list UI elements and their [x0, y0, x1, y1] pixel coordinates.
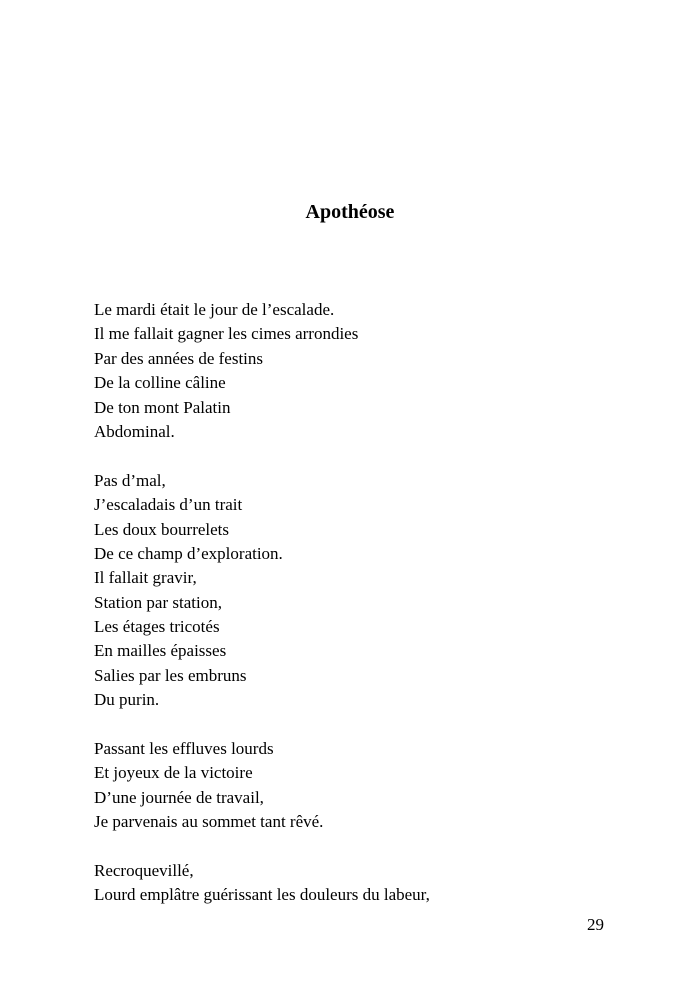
poem-line: Les étages tricotés: [94, 617, 220, 637]
poem-line: Je parvenais au sommet tant rêvé.: [94, 812, 324, 832]
poem-line: Par des années de festins: [94, 348, 264, 368]
poem-line: Il me fallait gagner les cimes arrondies: [94, 324, 359, 344]
poem-title: Apothéose: [305, 201, 395, 223]
poem-line: En mailles épaisses: [94, 641, 227, 661]
poem-line: Il fallait gravir,: [94, 568, 197, 588]
poem-line: Lourd emplâtre guérissant les douleurs du labeur,: [94, 885, 430, 905]
poem-line: Et joyeux de la victoire: [94, 763, 253, 783]
poem-line: Passant les effluves lourds: [94, 739, 274, 759]
poem-line: Recroquevillé,: [94, 860, 194, 880]
page-number: 29: [587, 915, 604, 934]
stanza: [94, 737, 430, 835]
poem-line: Salies par les embruns: [94, 665, 247, 685]
poem-line: Du purin.: [94, 690, 160, 710]
poem-line: De ce champ d’exploration.: [94, 543, 283, 563]
poem-line: D’une journée de travail,: [94, 787, 264, 807]
poem-line: Station par station,: [94, 592, 222, 612]
poem-line: J’escaladais d’un trait: [94, 495, 243, 515]
poem-line: Les doux bourrelets: [94, 519, 230, 539]
stanza: [94, 469, 430, 713]
poem-line: De ton mont Palatin: [94, 397, 231, 417]
poem-line: Abdominal.: [94, 421, 175, 441]
poem-line: Pas d’mal,: [94, 470, 166, 490]
stanza: [94, 859, 430, 908]
poem-line: De la colline câline: [94, 373, 226, 393]
stanza: [94, 298, 430, 444]
poem-line: Le mardi était le jour de l’escalade.: [94, 300, 335, 319]
poem-body: [94, 298, 430, 932]
